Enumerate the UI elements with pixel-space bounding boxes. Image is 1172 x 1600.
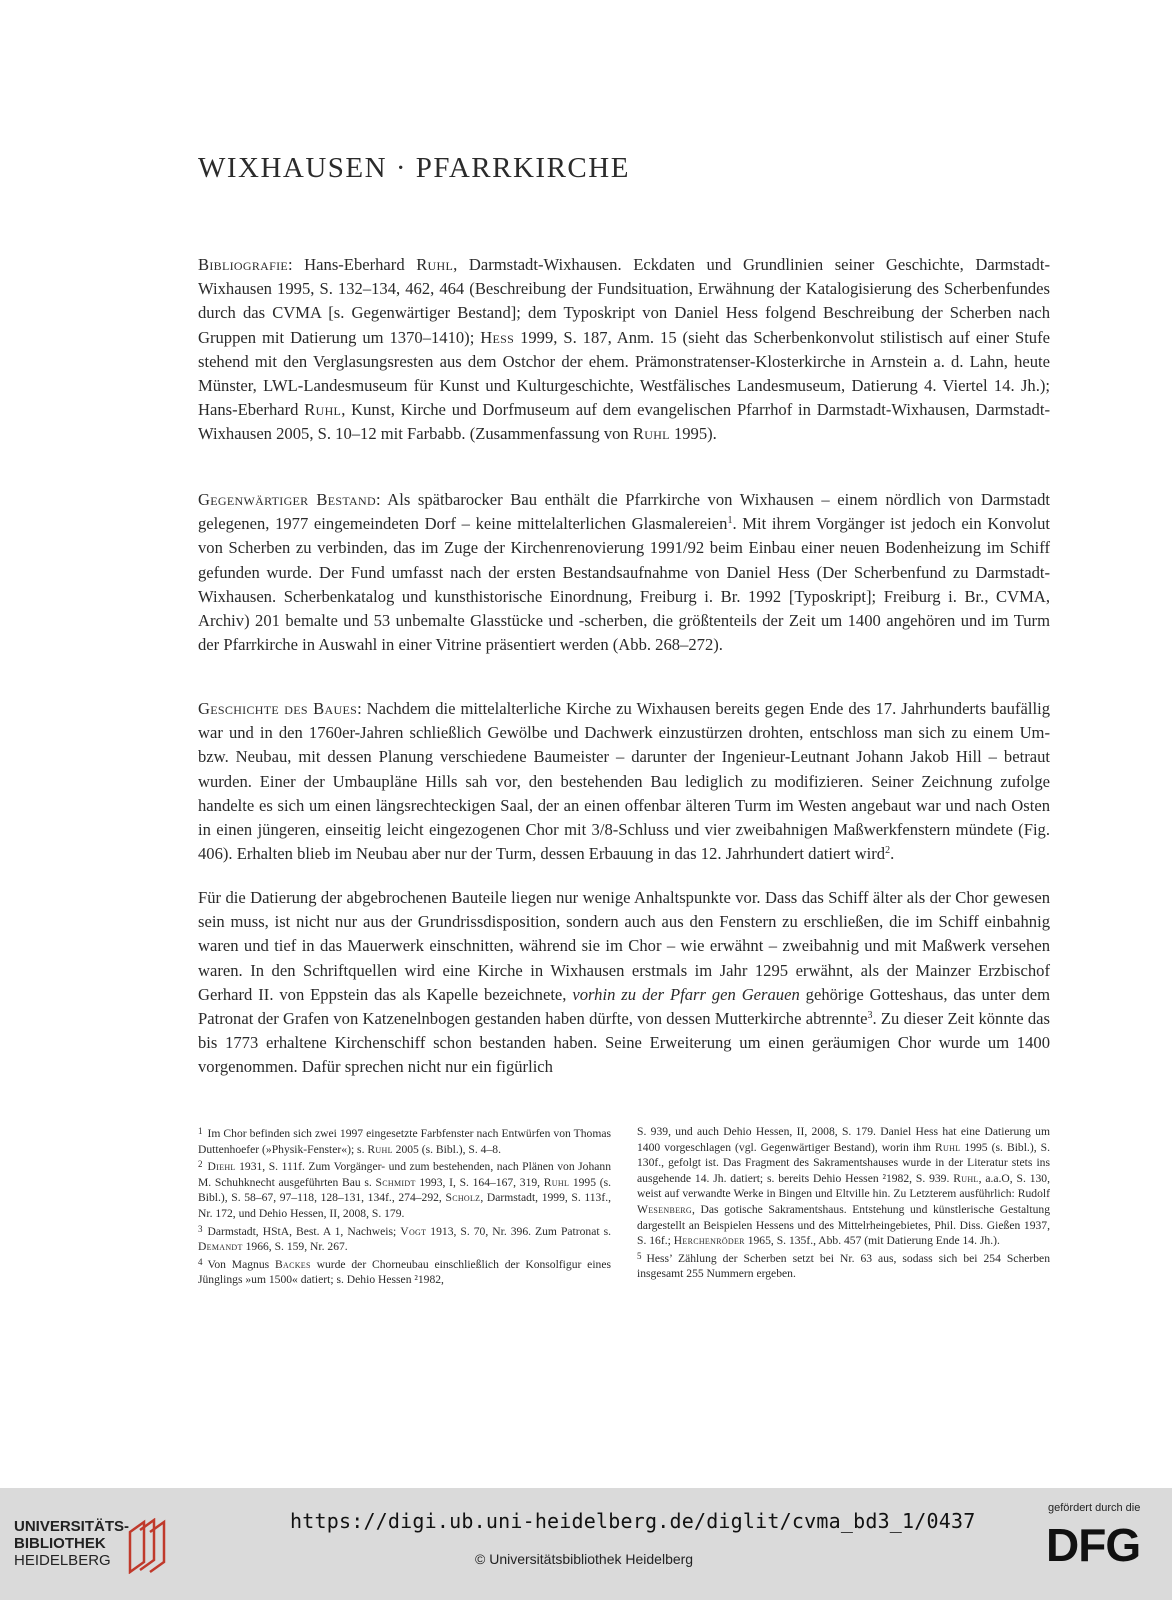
footnote-number: 3 — [198, 1223, 203, 1234]
library-name-line: UNIVERSITÄTS- — [14, 1518, 130, 1535]
author-name: Backes — [274, 1257, 311, 1271]
text-run: , Darmstadt-Wixhausen. Eckdaten und Grundlinien seiner Geschichte, Darmstadt-Wixhausen 1995, S. 132–134, 462, 464 (Beschreibung der Fundsituation, Erwähnung der Katalogisierung des Scherbenfundes durch das CVMA [s. Gegenwärtiger Bestand]; dem Typoskript von Daniel Hess folgend Beschreibung der Scherben nach Gruppen mit Datierung um 1370–1410); — [198, 255, 1050, 347]
text-run: Hess’ Zählung der Scherben setzt bei Nr. 63 aus, sodass sich bei 254 Scherben insgesamt 255 Nummern ergeben. — [637, 1251, 1050, 1281]
permalink-url[interactable]: https://digi.ub.uni-heidelberg.de/diglit/cvma_bd3_1/0437 — [290, 1509, 976, 1533]
library-logo[interactable] — [14, 1518, 184, 1574]
text-run: 2005 (s. Bibl.), S. 4–8. — [392, 1142, 501, 1156]
section-label: Geschichte des Baues — [198, 699, 358, 718]
author-name: Ruhl — [416, 255, 454, 274]
footnote-number: 2 — [198, 1159, 203, 1170]
text-run: , a.a.O, S. 130, weist auf verwandte Werke in Bingen und Eltville hin. Zu Letzterem ausführlich: Rudolf — [637, 1171, 1050, 1201]
text-run: : Nachdem die mittelalterliche Kirche zu Wixhausen bereits gegen Ende des 17. Jahrhunderts baufällig war und in den 1760er-Jahren schließlich Gewölbe und Dachwerk einzustürzen drohten, entschloss man sich zu einem Um- bzw. Neubau, mit dessen Planung verschiedene Baumeister – darunter der Ingenieur-Leutnant Johann Jakob Hill – betraut wurden. Einer der Umbaupläne Hills sah vor, den bestehenden Bau lediglich zu modifizieren. Seiner Zeichnung zufolge handelte es sich um einen längsrechteckigen Saal, der an einen offenbar älteren Turm im Westen angebaut war und nach Osten in einen jüngeren, einseitig leicht eingezogenen Chor mit 3/8-Schluss und vier zweibahnigen Maßwerkfenstern mündete (Fig. 406). Erhalten blieb im Neubau aber nur der Turm, dessen Erbauung in das 12. Jahrhundert datiert wird — [198, 699, 1050, 864]
footnote-number: 4 — [198, 1256, 203, 1267]
text-run: Darmstadt, HStA, Best. A 1, Nachweis; — [207, 1224, 401, 1238]
text-run: 1995 (s. Bibl.), S. 130f., gefolgt ist. Das Fragment des Sakramentshauses wurde in der Literatur stets ins ausgehende 14. Jh. datiert; s. bereits Dehio Hessen ²1982, S. 939. — [637, 1140, 1050, 1185]
text-run: gehörige Gotteshaus, das unter dem Patronat der Grafen von Katzenelnbogen gestanden haben dürfte, von dessen Mutterkirche abtrennte — [198, 984, 1051, 1029]
text-run: 1995). — [669, 424, 717, 444]
text-run: , Darmstadt, 1999, S. 113f., Nr. 172, und Dehio Hessen, II, 2008, S. 179. — [198, 1191, 611, 1220]
text-run: Von Magnus — [207, 1257, 275, 1271]
footnote-5 — [637, 1249, 1050, 1282]
footnote-3 — [198, 1222, 611, 1255]
text-run: , Das gotische Sakramentshaus. Entstehung und künstlerische Gestaltung dargestellt an Beispielen Hessens und des Mittelrheingebietes, Phil. Diss. Gießen 1937, S. 16f.; — [637, 1202, 1050, 1248]
footnotes — [198, 1124, 1050, 1288]
text-run: : Als spätbarocker Bau enthält die Pfarrkirche von Wixhausen – einem nördlich von Darmstadt gelegenen, 1977 eingemeindeten Dorf – keine mittelalterlichen Glasmalereien — [198, 490, 1050, 534]
section-label: Bibliografie — [198, 255, 288, 274]
funding-caption: gefördert durch die — [1048, 1502, 1141, 1514]
author-name: Ruhl — [632, 424, 670, 444]
library-name-line: HEIDELBERG — [14, 1552, 111, 1569]
author-name: Demandt — [198, 1240, 243, 1254]
section-label: Gegenwärtiger Bestand — [198, 490, 376, 509]
author-name: Ruhl — [934, 1140, 961, 1154]
bibliografie-paragraph — [198, 253, 1050, 447]
footnote-number: 5 — [637, 1250, 642, 1261]
text-run: 1931, S. 111f. Zum Vorgänger- und zum bestehenden, nach Plänen von Johann M. Schuhknecht ausgeführten Bau s. — [198, 1160, 611, 1189]
footnote-number: 1 — [198, 1126, 203, 1136]
text-run: : Hans-Eberhard — [288, 255, 417, 274]
dfg-logo[interactable]: DFG — [1046, 1519, 1141, 1571]
author-name: Schmidt — [375, 1175, 416, 1189]
quotation: vorhin zu der Pfarr gen Gerauen — [572, 984, 800, 1004]
text-run: wurde der Chorneubau einschließlich der Konsolfigur eines Jünglings »um 1500« datiert; s. Dehio Hessen ²1982, — [198, 1257, 612, 1287]
footnote-ref[interactable]: 1 — [727, 515, 733, 527]
author-name: Ruhl — [304, 400, 342, 420]
author-name: Scholz — [445, 1191, 481, 1205]
page-title: WIXHAUSEN · PFARRKIRCHE — [198, 152, 630, 184]
text-run: , Kunst, Kirche und Dorfmuseum auf dem evangelischen Pfarrhof in Darmstadt-Wixhausen, Darmstadt-Wixhausen 2005, S. 10–12 mit Farbabb. (Zusammenfassung von — [198, 400, 1050, 444]
text-run: S. 939, und auch Dehio Hessen, II, 2008, S. 179. Daniel Hess hat eine Datierung um 1400 vorgeschlagen (vgl. Gegenwärtiger Bestand), worin ihm — [637, 1125, 1050, 1154]
footnotes-left-column — [198, 1124, 611, 1288]
author-name: Vogt — [400, 1224, 427, 1238]
library-emblem-icon — [124, 1518, 170, 1574]
author-name: Ruhl — [953, 1171, 979, 1185]
footnote-ref[interactable]: 2 — [885, 845, 891, 857]
text-run: 1995 (s. Bibl.), S. 58–67, 97–118, 128–131, 134f., 274–292, — [198, 1175, 611, 1205]
copyright-notice: © Universitätsbibliothek Heidelberg — [475, 1551, 694, 1567]
text-run: . Zu dieser Zeit könnte das bis 1773 erhaltene Kirchenschiff schon bestanden haben. Seine Erweiterung um einen geräumigen Chor wurde um 1400 vorgenommen. Dafür sprechen nicht nur ein figürlich — [198, 1009, 1051, 1077]
geschichte-paragraph — [198, 697, 1050, 866]
text-run: Im Chor befinden sich zwei 1997 eingesetzte Farbfenster nach Entwürfen von Thomas Duttenhoefer (»Physik-Fenster«); s. — [198, 1127, 611, 1156]
footnote-4 — [198, 1255, 611, 1288]
viewer-footer — [0, 1488, 1172, 1600]
bestand-paragraph — [198, 488, 1050, 657]
footnote-4-continued — [637, 1124, 1050, 1249]
library-name — [14, 1518, 129, 1569]
datierung-paragraph — [198, 886, 1050, 1080]
text-run: 1913, S. 70, Nr. 396. Zum Patronat s. — [426, 1224, 611, 1238]
text-run: . Mit ihrem Vorgänger ist jedoch ein Konvolut von Scherben zu verbinden, das im Zuge der Kirchenrenovierung 1991/92 beim Einbau einer neuen Bodenheizung im Schiff gefunden wurde. Der Fund umfasst nach der ersten Bestandsaufnahme von Daniel Hess (Der Scherbenfund zu Darmstadt-Wixhausen. Scherbenkatalog und kunsthistorische Einordnung, Freiburg i. Br. 1992 [Typoskript]; Freiburg i. Br., CVMA, Archiv) 201 bemalte und 53 unbemalte Glasstücke und -scherben, die größtenteils der Zeit um 1400 angehören und im Turm der Pfarrkirche in Auswahl in einer Vitrine präsentiert werden (Abb. 268–272). — [198, 514, 1051, 655]
author-name: Ruhl — [367, 1142, 393, 1156]
library-name-line: BIBLIOTHEK — [14, 1535, 106, 1552]
footnote-ref[interactable]: 3 — [867, 1010, 873, 1022]
author-name: Diehl — [207, 1160, 236, 1174]
text-run: 1965, S. 135f., Abb. 457 (mit Datierung Ende 14. Jh.). — [744, 1234, 1000, 1248]
text-run: 1999, S. 187, Anm. 15 (sieht das Scherbenkonvolut stilistisch auf einer Stufe stehend mit den Verglasungsresten aus dem Ostchor der ehem. Prämonstratenser-Klosterkirche in Arnstein a. d. Lahn, heute Münster, LWL-Landesmuseum für Kunst und Kulturgeschichte, Westfälisches Landesmuseum, Datierung 4. Viertel 14. Jh.); Hans-Eberhard — [198, 327, 1050, 420]
author-name: Herchenröder — [673, 1234, 745, 1248]
text-run: 1966, S. 159, Nr. 267. — [242, 1240, 348, 1254]
text-run: Für die Datierung der abgebrochenen Bauteile liegen nur wenige Anhaltspunkte vor. Dass das Schiff älter als der Chor gewesen sein muss, ist nicht nur aus der Grundrissdisposition, sondern auch aus den Fenstern zu erschließen, die im Schiff einbahnig waren und tief in das Mauerwerk einschnitten, während sie im Chor – wie erwähnt – zweibahnig und mit Maßwerk versehen waren. In den Schriftquellen wird eine Kirche in Wixhausen erstmals im Jahr 1295 erwähnt, als der Mainzer Erzbischof Gerhard II. von Eppstein das als Kapelle bezeichnete, — [198, 888, 1050, 1004]
author-name: Hess — [480, 327, 515, 347]
text-run: 1993, I, S. 164–167, 319, — [415, 1175, 544, 1189]
text-run: . — [890, 844, 895, 864]
footnote-2 — [198, 1157, 611, 1221]
footnote-1 — [198, 1124, 611, 1157]
footnotes-right-column — [637, 1124, 1050, 1288]
author-name: Ruhl — [543, 1175, 570, 1189]
author-name: Wesenberg — [637, 1202, 692, 1216]
